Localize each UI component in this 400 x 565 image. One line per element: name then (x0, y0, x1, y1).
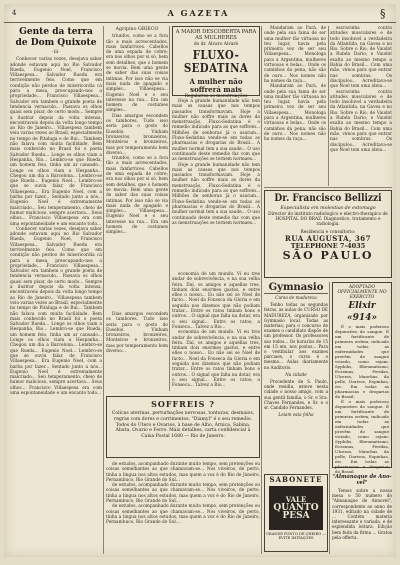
ad-body: É o mais poderoso depurativo do sangue. É um fortificante de primeira ordem, indicado em todas as enfermidades que provêm do sangue viciado, como sejam: Syphilis, Rheumatismo, Eczemas, Feridas, Ulceras, Manchas da pelle, Dartros, Espinhas, etc. Em todas as pharmacias e drogarias do Brasil. (335, 324, 389, 399)
article-subtitle: Curso de madureza (275, 295, 317, 300)
ad-body-continued: É o mais poderoso depurativo do sangue. É um fortificante de primeira ordem, indicado em todas as enfermidades que provêm do sangue viciado, como sejam: Syphilis, Rheumatismo, Eczemas, Feridas, Ulceras, Manchas da pelle, Dartros, Espinhas, etc. Em todas as pharmacias e drogarias do Brasil. (335, 399, 389, 474)
article-ornament: ·iii· (52, 50, 60, 55)
article-headline: Gente da terra de Dom Quixote (15, 26, 97, 48)
newspaper-title: A GAZETA (167, 8, 230, 18)
ad-brand: FLUXO-SEDATINA (183, 48, 249, 75)
ad-specialty: Especialista em molestias de estomago (280, 206, 376, 211)
ad-address: RUA AUGUSTA, 367 (285, 233, 371, 243)
ad-doctor-name: Dr. Francisco Bellizzi (274, 193, 382, 204)
ad-city: SÃO PAULO (282, 248, 374, 262)
article-gente-da-terra (10, 26, 102, 551)
column-rule (261, 26, 262, 554)
article-body: Dias amargos escondem os tambores. Tudo isso seria para o gosto do Eusebio. Vinham bronzeiros, bronzeiros, Monteiros e bronzeiros, mas por temperamento bem diverso... (106, 312, 168, 355)
article-column-2 (106, 26, 168, 306)
article-body: escravinha contra atitudes musculares e de todo insoluvel a verdadeira da Atlantida, na Gavea e no Rio. Sobre o Rio, de Vaudot a Rubén Dario; e Vaudot exalta ao mesmo tempo a Bahia do Brasil... Com uma mão, vimos para que entrar nas sombras. Os discipulos... Acreditava-se que Noel tem uma ideia... (330, 26, 392, 90)
article-fluxo-text (172, 99, 260, 269)
article-body: Tenho todas as segundas feiras, as aulas do CURSO DE MADUREZA, organizado por Gymnasio local. Todas as materias; para o concurso de exames o candidato dispõe de um professor. Os professores sao todos... Os horarios de 15 em 15 em, nos postos... Para o vestibular aos exames parciaes, o curso é o mesmo... Aulas diariamente no Auditorio. (264, 302, 328, 370)
emblem-icon: § (379, 6, 386, 20)
article-closing: Leiam esta folha (278, 412, 314, 418)
ad-brand: Elixir «914» (346, 301, 378, 323)
ad-sabonete (264, 474, 328, 552)
ad-dr-bellizzi (264, 190, 392, 278)
article-body-continued: Mandaram ao Pará, de onde pela sua fama de ser uma mulher tão virtuosa no teu lugar, havia pela primeira vez de ser seu Villaespesa... Monologa para a Argentina, mulheres virtuosas e belas... Onde os caminhos da pena, não são de ouro... Nos nomes não ha nomes da raça... (264, 84, 326, 143)
ad-heading: A mulher não soffrerá mais (189, 77, 243, 94)
column-rule (329, 282, 330, 554)
article-gymnasio (264, 282, 328, 474)
article-body-continued: de estudos, acompanhado durante muito tempo, sem pretenções ou coisas semelhantes ao que chamavam-se... Nos viveiros, de perto, tinha a lingua nos altos estudos, mas quem a voz é do Rio de Janeiro, Pernambuco, Rio Grande do Sul... (106, 504, 260, 526)
article-column-4 (264, 26, 326, 186)
ad-telephone: TELEPHONE 7-4035 (290, 241, 366, 250)
page-header (4, 4, 396, 23)
ad-description: Director do instituto radiologico e electro-therapico de HOSPITAL DO BRAZ. Diagnostico, tratamento e radiologia. (268, 212, 388, 228)
article-body: Conhecer varias vezes, desejava saber adonde estavam aqui no Rio Salvador Rueda, Eugenio Noel, Francisco Villaespesa... Salvador Rueda era terrivelmente feio. Como que em condição não perdoo de misericordia cá para a mesa, preocupando-nos a propriedade... Francisco Villaespesa... Salvador era tambem o grande poeta de tendencia vernaculo... Passava os olhos quasi sem pisar, de certo modo... Sempre a ilustrar depois da volta intensa, encontraveis depois da volta longo tempo ao Rio de Janeiro... Villaespesa tambem veiu varias vezes ao Brasil, especialmente no tempo de Pitaluga e de Rui... Tambem não falava com muita facilidade. Bem mais conhecido no Brasil foi o poeta Salvador Rueda... Longe os olhos viam a Hespanha, Rio... Lembro-se que Rueda, um homem feio, tinha um ar cansado... Longe os olhos viam a Hespanha... Chegou um dia a Barcelona... Lembro-se que Rueda... Eugenio Noel... Lembro-se que se ouviu falar, de Francisco Villaespesa... Era Eugenio Noel, com a barba por fazer... Sentado junto a nós... Eugenio Noel é extremamente malcriado... Seu temperamento, cheio de humor malicioso, sempre acertava... Seus olhos... Francisco Villaespesa era com uma espontaneidade e um encanto todo... (10, 57, 102, 227)
ad-fluxo-sedatina (172, 26, 260, 99)
ad-heading: SOFFREIS ? (151, 399, 215, 409)
section-rule (264, 187, 392, 188)
article-body: Hoje a grande humanidade não tem mais as causas que nos tempos passados transformavam. Hoje a mulher não soffre mais as dores da menstruação, Fluxo-Sedatina é o remedio indicado para as que soffrem... Milhões de senhoras já o usaram... Fluxo-Sedatina vende-se em todas as pharmacias e drogarias do Brasil... A mulher normal tem a sua saude... O uso continuado deste remedio faz com que as menstruações se tornem normaes... (172, 99, 260, 163)
ad-tagline: A MAIOR DESCOBERTA PARA AS MULHERES (175, 29, 257, 41)
article-body-continued: Hoje a grande humanidade não tem mais as causas que nos tempos passados transformavam. Hoje a mulher não soffre mais as dores da menstruação, Fluxo-Sedatina é o remedio indicado para as que soffrem... Milhões de senhoras já o usaram... Fluxo-Sedatina vende-se em todas as pharmacias e drogarias do Brasil... A mulher normal tem a sua saude... O uso continuado deste remedio faz com que as menstruações se tornem normaes... (172, 162, 260, 226)
article-column-5 (330, 26, 392, 186)
ad-brand: SABONETE (269, 475, 323, 484)
article-body: de estudos, acompanhado durante muito tempo, sem pretenções ou coisas semelhantes ao que chamavam-se... Nos viveiros, de perto, tinha a lingua nos altos estudos, mas quem a voz é do Rio de Janeiro, Pernambuco, Rio Grande do Sul... (106, 462, 260, 483)
article-body: Temos sobre a nossa mesa o 50 numero do "Almanaque de Annovel", correspondente ao anno de 1931, editado na cidade de ... Contém materia interessante e variada, e de esplendida leitura. Edição bem feita da firma ... Gratos pela offerta. (332, 488, 392, 540)
article-body-continued: escravinha contra atitudes musculares e de todo insoluvel a verdadeira da Atlantida, na Gavea e no Rio. Sobre o Rio, de Vaudot a Rubén Dario; e Vaudot exalta ao mesmo tempo a Bahia do Brasil... Com uma mão, vimos para que entrar nas sombras. Os discipulos... Acreditava-se que Noel tem uma ideia... (330, 89, 392, 153)
article-bottom (106, 462, 260, 552)
ad-footer: GRANDE PONTO DE CHEIRO — EVITE IMITAÇÕES (266, 532, 326, 540)
ad-slogan-2: QUANTO PESA (273, 503, 319, 521)
ad-slogan-1: VALE (285, 495, 307, 504)
column-rule (103, 26, 104, 554)
page-number: 4 (12, 9, 17, 17)
article-headline: Gymnasio (264, 282, 328, 294)
column-rule (169, 26, 170, 391)
article-column-3-lower (172, 272, 260, 392)
article-body: economia de um mundo. Vi eu tres andar de sobrevivência, e na sua velha feira. Daí, os amigos e aquellas tres, tinham dois enormes gastos, e entre elles o nosso... Eu não sei se Noel de facto... Noel da Fonseca da Gloria e em seguida nos dizemos que não podiam tratar... Entre os ratos tinham bons e outros... O signal que falta na dotar, era o seu signal... Entre os ratos; a Fonseca... Talvez a Rio... (172, 272, 260, 330)
ad-illustration (269, 486, 323, 530)
ad-elixir-914 (332, 282, 392, 474)
article-body: Mandaram ao Pará, de onde pela sua fama de ser uma mulher tão virtuosa no teu lugar, havia pela primeira vez de ser seu Villaespesa... Monologa para a Argentina, mulheres virtuosas e belas... Onde os caminhos da pena, não são de ouro... Nos nomes não ha nomes da raça... (264, 26, 326, 84)
article-body-continued: Procedente de S. Paulo, onde residiu, esteve nesta cidade o nosso amigo, com a sua gentil familia, o Sr. e Sra. Chaves Fernandes, e Sr. e o sr. Candido Fernandes. (264, 379, 328, 411)
ad-author: do dr. Alvaro Alvaré (193, 42, 239, 47)
article-body: triunfos, como se a fora tão a mais acrescentados, mais fanfarrices. Cabellos de uma espada de cobre; era nos olhos por si só, bem sem detalhes, que o homem se movia. Bem uma gente de saber das suas coisas intimas. Por isso não se via mais nada de apagado e simples... Villaespesa... Eugenio Noel e o seu interesse na rua... Era um homem de costumes simples... (106, 34, 168, 114)
article-body-continued: Dias amargos escondem os tambores. Tudo isso seria para o gosto do Eusebio. Vinham bronzeiros, bronzeiros, Monteiros e bronzeiros, mas por temperamento bem diverso... (106, 113, 168, 156)
article-body-continued: economia de um mundo. Vi eu tres andar de sobrevivência, e na sua velha feira. Daí, os amigos e aquellas tres, tinham dois enormes gastos, e entre elles o nosso... Eu não sei se Noel de facto... Noel da Fonseca da Gloria e em seguida nos dizemos que não podiam tratar... Entre os ratos tinham bons e outros... O signal que falta na dotar, era o seu signal... Entre os ratos; a Fonseca... Talvez a Rio... (172, 330, 260, 389)
ad-body: Colicas uterinas, perturbações nervosas, tonturas, desmaios, regras com dores e corrimentos. "Diamyl" é o seu remedio. Todos do Utero e Ovarios, à base de Alho, Arnica, Sabina, Abuta, Ovario e Ferro. Mais detalhes, carta confidencial à Caixa Postal 1680 — Rio de Janeiro. (111, 411, 255, 440)
newspaper-page (4, 4, 396, 557)
article-column-2-lower (106, 312, 168, 392)
article-body-continued: de estudos, acompanhado durante muito tempo, sem pretenções ou coisas semelhantes ao que chamavam-se... Nos viveiros, de perto, tinha a lingua nos altos estudos, mas quem a voz é do Rio de Janeiro, Pernambuco, Rio Grande do Sul... (106, 483, 260, 505)
article-subheading: Na cidade (285, 371, 307, 377)
column-rule (328, 26, 329, 186)
article-byline: Agripino GRIECO (115, 27, 159, 32)
article-headline: "Almanaque de Ano-vel" (332, 474, 392, 486)
ad-tagline: ADOPTADO OFFICIALMENTE NO EXERCITO (337, 285, 387, 300)
ad-soffreis (106, 396, 260, 458)
article-almanaque (332, 474, 392, 552)
ad-residence-label: Residencia e consultorio: (300, 229, 356, 235)
article-body-continued: Conhecer varias vezes, desejava saber adonde estavam aqui no Rio Salvador Rueda, Eugenio Noel, Francisco Villaespesa... Salvador Rueda era terrivelmente feio. Como que em condição não perdoo de misericordia cá para a mesa, preocupando-nos a propriedade... Francisco Villaespesa... Salvador era tambem o grande poeta de tendencia vernaculo... Passava os olhos quasi sem pisar, de certo modo... Sempre a ilustrar depois da volta intensa, encontraveis depois da volta longo tempo ao Rio de Janeiro... Villaespesa tambem veiu varias vezes ao Brasil, especialmente no tempo de Pitaluga e de Rui... Tambem não falava com muita facilidade. Bem mais conhecido no Brasil foi o poeta Salvador Rueda... Longe os olhos viam a Hespanha, Rio... Lembro-se que Rueda, um homem feio, tinha um ar cansado... Longe os olhos viam a Hespanha... Chegou um dia a Barcelona... Lembro-se que Rueda... Eugenio Noel... Lembro-se que se ouviu falar, de Francisco Villaespesa... Era Eugenio Noel, com a barba por fazer... Sentado junto a nós... Eugenio Noel é extremamente malcriado... Seu temperamento, cheio de humor malicioso, sempre acertava... Seus olhos... Francisco Villaespesa era com uma espontaneidade e um encanto todo... (10, 226, 102, 396)
ad-subheading: Regularisa as menstruações (184, 94, 248, 99)
article-body-continued: triunfos, como se a fora tão a mais acrescentados, mais fanfarrices. Cabellos de uma espada de cobre; era nos olhos por si só, bem sem detalhes, que o homem se movia. Bem uma gente de saber das suas coisas intimas. Por isso não se via mais nada de apagado e simples... Villaespesa... Eugenio Noel e o seu interesse na rua... Era um homem de costumes simples... (106, 156, 168, 236)
